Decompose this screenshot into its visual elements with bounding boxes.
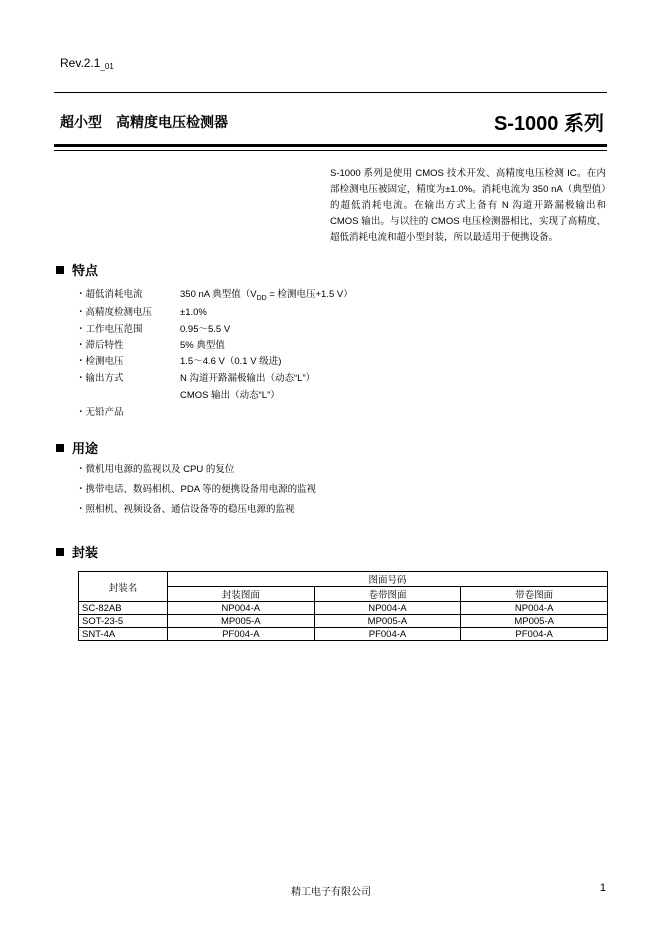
table-cell: MP005-A <box>168 615 315 628</box>
feature-item: ・无铅产品 <box>76 407 124 418</box>
feature-item: CMOS 输出（动态“L”） <box>180 390 280 401</box>
bullet-square-icon <box>56 444 64 452</box>
table-cell: NP004-A <box>461 602 608 615</box>
feature-item: ・检测电压 1.5～4.6 V（0.1 V 级进) <box>76 356 282 367</box>
header-package-name: 封装名 <box>79 572 168 602</box>
bullet-square-icon <box>56 548 64 556</box>
document-title: 超小型 高精度电压检测器 <box>60 114 228 130</box>
page-number: 1 <box>599 882 606 894</box>
feature-item: ・输出方式 N 沟道开路漏极输出（动态“L”） <box>76 373 316 384</box>
table-cell: SOT-23-5 <box>79 615 168 628</box>
use-item: ・携带电话、数码相机、PDA 等的便携设备用电源的监视 <box>76 484 317 495</box>
table-row <box>79 628 608 641</box>
feature-item: ・超低消耗电流 350 nA 典型值（$V_{DD}$ = 检测电压+1.5 V） <box>76 289 353 302</box>
header-col: 卷带图面 <box>314 587 461 602</box>
table-cell: SNT-4A <box>79 628 168 641</box>
package-table <box>78 571 608 641</box>
series-title: S-1000 系列 <box>493 113 604 135</box>
table-cell: MP005-A <box>314 615 461 628</box>
title-rule-thin <box>54 150 607 151</box>
feature-item: ・高精度检测电压 ±1.0% <box>76 307 207 318</box>
use-item: ・微机用电源的监视以及 CPU 的复位 <box>76 464 235 475</box>
footer-company: 精工电子有限公司 <box>291 887 371 898</box>
features-heading: 特点 <box>56 260 98 279</box>
table-cell: PF004-A <box>314 628 461 641</box>
table-cell: NP004-A <box>168 602 315 615</box>
packages-heading: 封装 <box>56 542 98 561</box>
uses-heading: 用途 <box>56 438 98 457</box>
table-row <box>79 602 608 615</box>
table-cell: PF004-A <box>168 628 315 641</box>
table-cell: NP004-A <box>314 602 461 615</box>
header-drawing-no: 图面号码 <box>168 572 608 587</box>
revision-label: $Rev.2.1_{\_01}$ <box>60 56 114 71</box>
table-cell: MP005-A <box>461 615 608 628</box>
header-rule <box>54 92 607 93</box>
bullet-square-icon <box>56 266 64 274</box>
title-rule-thick <box>54 144 607 147</box>
table-cell: SC-82AB <box>79 602 168 615</box>
table-cell: PF004-A <box>461 628 608 641</box>
feature-item: ・工作电压范围 0.95～5.5 V <box>76 324 231 335</box>
use-item: ・照相机、视频设备、通信设备等的稳压电源的监视 <box>76 504 295 515</box>
intro-paragraph: S-1000 系列是使用 CMOS 技术开发、高精度电压检测 IC。在内部检测电压被固定，精度为±1.0%。消耗电流为 350 nA（典型值）的超低消耗电流。在输出方式上备有 N 沟道开路漏极输出和 CMOS 输出。与以往的 CMOS 电压检测器相比，实现了高精度、超低消耗电流和超小型封装，所以最适用于便携设备。 <box>330 168 606 243</box>
feature-item: ・滞后特性 5% 典型值 <box>76 340 225 351</box>
header-col: 封装图面 <box>168 587 315 602</box>
table-row <box>79 615 608 628</box>
header-col: 带卷图面 <box>461 587 608 602</box>
